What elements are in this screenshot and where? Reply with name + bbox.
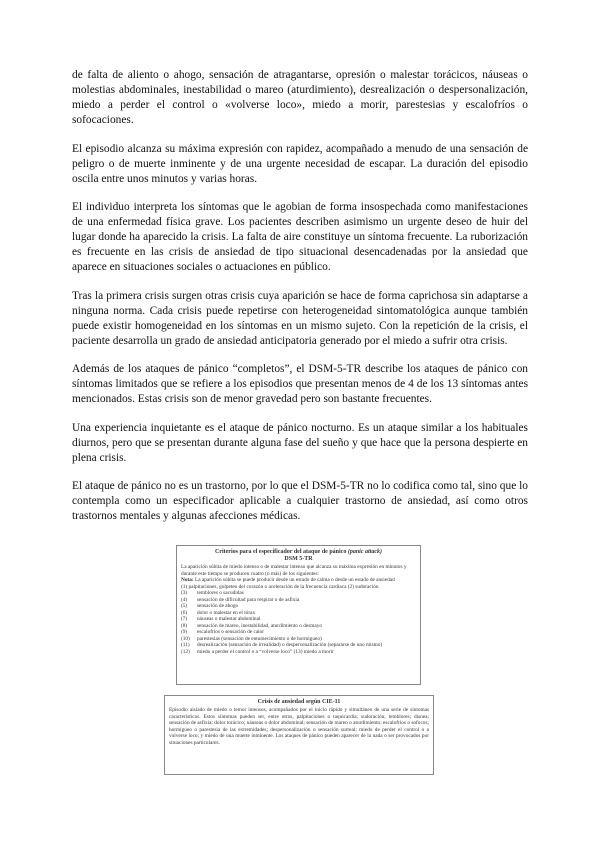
paragraph: El individuo interpreta los síntomas que le agobian de forma insospechada como manifestaciones de una enfermedad física grave. Los pacientes describen asimismo un urgente deseo de huir del lugar donde ha aparecido la crisis. La falta de aire constituye un síntoma frecuente. La ruborización es frecuente en las crisis de ansiedad de tipo situacional desencadenadas por la ansiedad que aparece en situaciones sociales o actuaciones en público. <box>72 201 528 273</box>
paragraph: de falta de aliento o ahogo, sensación de atragantarse, opresión o malestar torácicos, náuseas o molestias abdominales, inestabilidad o mareo (aturdimiento), desrealización o despersonalización, miedo a perder el control o «volverse loco», miedo a morir, parestesias y escalofríos o sofocaciones. <box>72 69 528 126</box>
paragraph: Una experiencia inquietante es el ataque de pánico nocturno. Es un ataque similar a los habituales diurnos, pero que se presentan durante alguna fase del sueño y que hace que la persona despierte en plena crisis. <box>72 421 528 464</box>
dsm-item <box>181 649 416 656</box>
dsm-item-text: parestesias (sensación de entumecimiento o de hormigueo) <box>197 635 322 642</box>
dsm-item-text: sensación de dificultad para respirar o de asfixia <box>197 596 300 603</box>
dsm-note-label: Nota: <box>181 577 194 583</box>
dsm-box-title-text: Criterios para el especificador del ataque de pánico <box>214 549 348 555</box>
paragraph: Tras la primera crisis surgen otras crisis cuya aparición se hace de forma caprichosa sin adaptarse a ninguna norma. Cada crisis puede repetirse con heterogeneidad sintomatológica aunque también puede existir homogeneidad en los síntomas en un mismo sujeto. Con la repetición de la crisis, el paciente desarrolla un grado de ansiedad anticipatoria generado por el miedo a sufrir otra crisis. <box>72 289 528 347</box>
dsm-item-text: temblores o sacudidas <box>197 590 244 596</box>
dsm-item-number: (3) <box>181 590 188 596</box>
dsm-item-number: (11) <box>181 642 190 648</box>
dsm-criteria-box <box>176 545 421 685</box>
cie-box-body: Episodio aislado de miedo o temor intensos, acompañados por el inicio rápido y simultáneo de una serie de síntomas característicos. Estos síntomas pueden ser, entre otros, palpitaciones o taquicardia; sudoración; temblores; disnea; sensación de asfixia; dolor torácico; náuseas o dolor abdominal; sensación de mareo o aturdimiento; escalofríos o sofocos; hormigueo o parestesia de las extremidades; despersonalización o sensación surreal; miedo de perder el control o a volverse loco; y miedo de una muerte inminente. Los ataques de pánico pueden aparecer de la nada o ser provocados por situaciones particulares. <box>169 707 429 746</box>
dsm-item-text: náuseas o malestar abdominal <box>197 616 261 622</box>
dsm-item-number: (8) <box>181 622 188 629</box>
dsm-box-intro: La aparición súbita de miedo intenso o de malestar intenso que alcanza su máxima expresión en minutos y durante este tiempo se producen cuatro (o más) de los siguientes: <box>181 564 407 577</box>
dsm-item-text: desrealización (sensación de irrealidad) o despersonalización (separarse de uno mismo) <box>197 642 383 648</box>
paragraph: El episodio alcanza su máxima expresión con rapidez, acompañado a menudo de una sensación de peligro o de muerte inminente y de una urgente necesidad de escapar. La duración del episodio oscila entre unos minutos y varias horas. <box>72 142 528 185</box>
paragraph: El ataque de pánico no es un trastorno, por lo que el DSM-5-TR no lo codifica como tal, sino que lo contempla como un especificador aplicable a cualquier trastorno de ansiedad, así como otros trastornos mentales y algunas afecciones médicas. <box>72 480 528 522</box>
dsm-item-number: (4) <box>181 596 188 603</box>
dsm-item-number: (6) <box>181 609 188 616</box>
dsm-item-text: sensación de mareo, inestabilidad, aturdimiento o desmayo <box>197 622 323 629</box>
dsm-item-number: (9) <box>181 629 188 635</box>
dsm-box-subtitle: DSM 5-TR <box>284 556 313 562</box>
dsm-item: (1) palpitaciones, golpeteo del corazón o aceleración de la frecuencia cardiaca (2) sudoración <box>181 583 379 590</box>
dsm-box-title <box>181 549 416 556</box>
dsm-item-number: (10) <box>181 635 190 642</box>
dsm-item-text: dolor o malestar en el tórax <box>197 609 256 616</box>
dsm-item-text: sensación de ahogo <box>197 603 239 609</box>
cie-criteria-box <box>164 695 434 775</box>
dsm-note-text: La aparición súbita se puede producir desde un estado de calma o desde un estado de ansiedad <box>193 577 395 583</box>
dsm-item-number: (7) <box>181 616 188 622</box>
cie-box-title: Crisis de ansiedad según CIE-11 <box>257 699 341 705</box>
dsm-item-text: miedo a perder el control o a “volverse loco” (13) miedo a morir <box>197 648 334 655</box>
dsm-item-number: (5) <box>181 603 188 609</box>
dsm-item-number: (12) <box>181 648 190 655</box>
body-text <box>72 68 528 538</box>
dsm-item-text: escalofríos o sensación de calor <box>197 629 265 635</box>
dsm-box-title-italic: (panic attack) <box>347 549 383 555</box>
dsm-box-note <box>181 577 416 584</box>
paragraph: Además de los ataques de pánico “completos”, el DSM-5-TR describe los ataques de pánico con síntomas limitados que se refiere a los episodios que presentan menos de 4 de los 13 síntomas antes mencionados. Estas crisis son de menor gravedad pero son bastante frecuentes. <box>72 363 528 405</box>
